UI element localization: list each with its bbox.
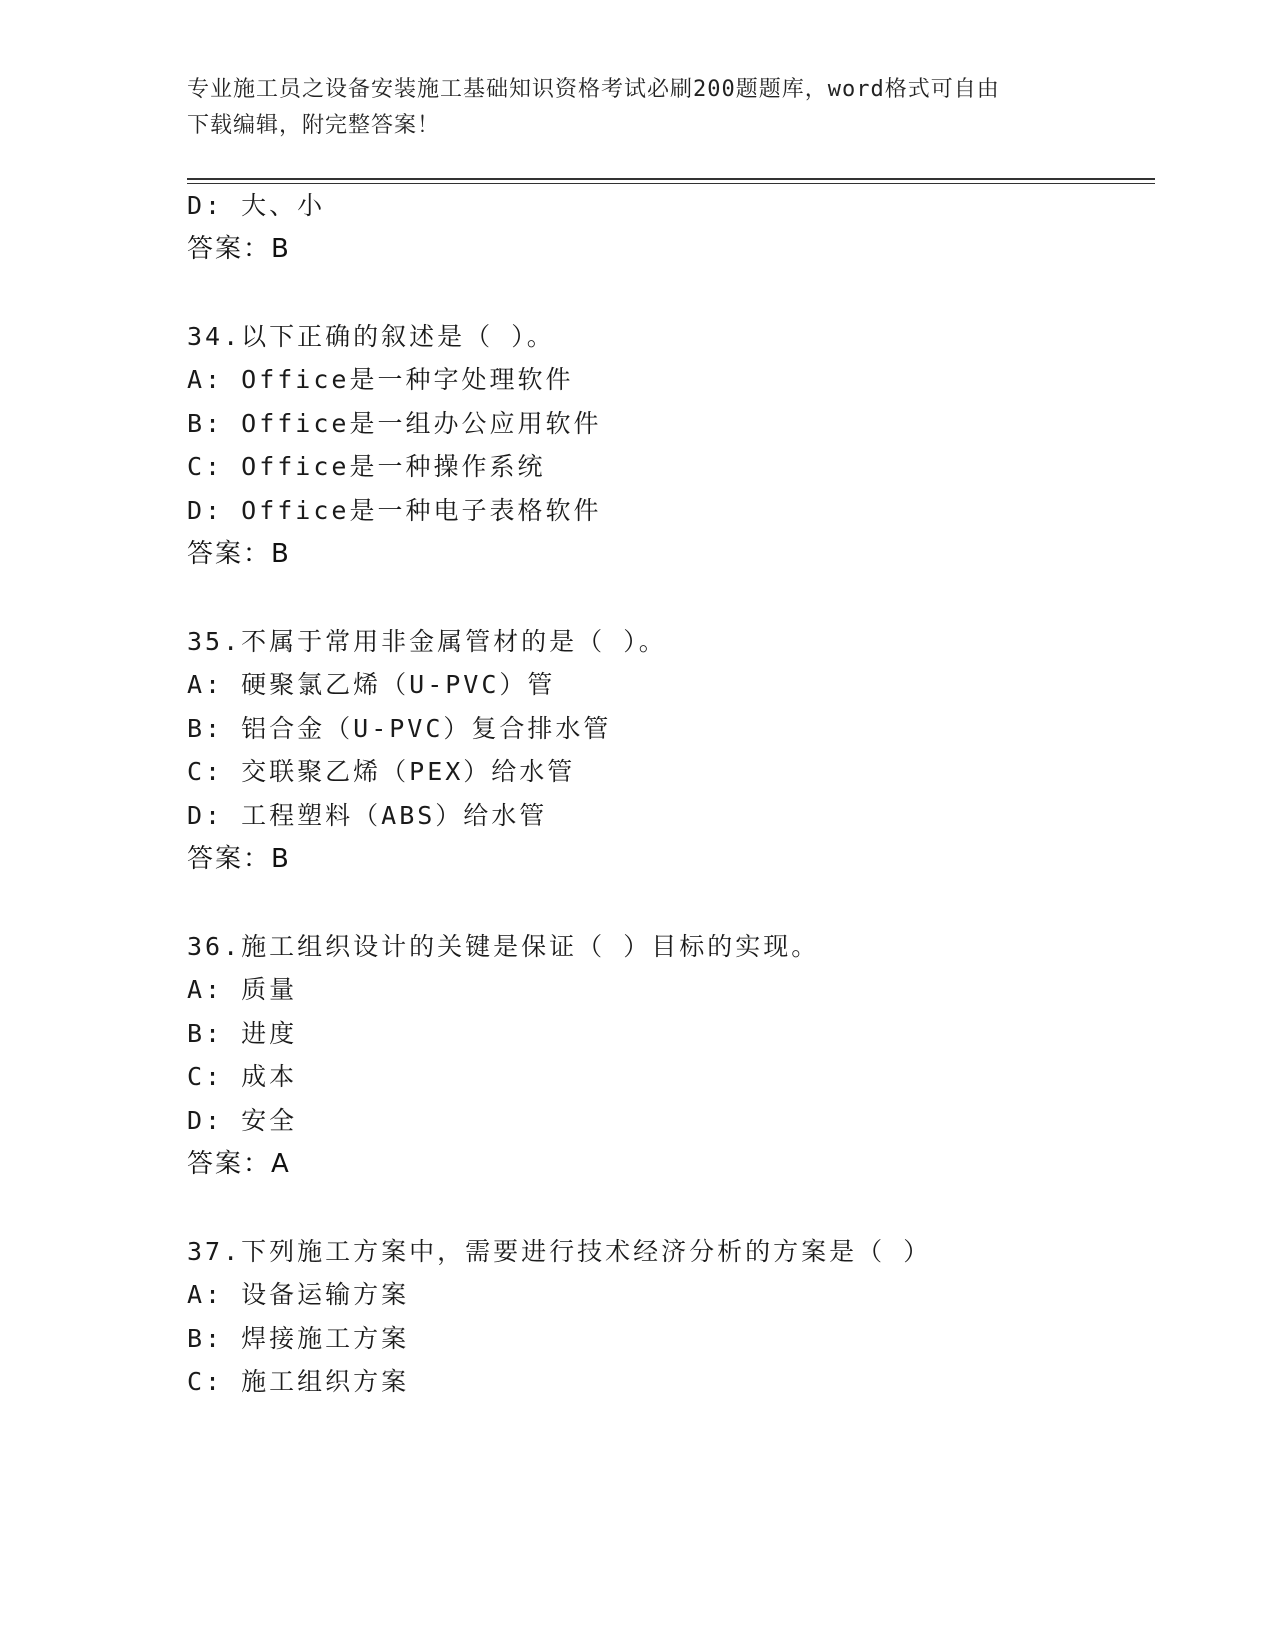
header-divider-thin [187, 183, 1155, 184]
question-36-stem: 36.施工组织设计的关键是保证（ ）目标的实现。 [187, 932, 820, 961]
header-line-1: 专业施工员之设备安装施工基础知识资格考试必刷200题题库，word格式可自由 [187, 77, 1000, 102]
question-34-option-d: D: Office是一种电子表格软件 [187, 496, 602, 525]
header-divider [187, 178, 1155, 180]
question-35-option-c: C: 交联聚乙烯（PEX）给水管 [187, 757, 576, 786]
question-35-answer: 答案：B [187, 844, 291, 874]
question-35-option-b: B: 铝合金（U-PVC）复合排水管 [187, 714, 612, 743]
question-34-option-a: A: Office是一种字处理软件 [187, 365, 574, 394]
question-36-option-c: C: 成本 [187, 1062, 298, 1091]
question-36-answer: 答案：A [187, 1149, 291, 1179]
question-37-option-b: B: 焊接施工方案 [187, 1324, 410, 1353]
question-36-option-a: A: 质量 [187, 975, 298, 1004]
question-34-stem: 34.以下正确的叙述是（ ）。 [187, 322, 555, 351]
question-36-option-b: B: 进度 [187, 1019, 298, 1048]
document-header [187, 72, 1087, 144]
question-35-option-a: A: 硬聚氯乙烯（U-PVC）管 [187, 670, 556, 699]
question-34-option-b: B: Office是一组办公应用软件 [187, 409, 602, 438]
prev-answer: 答案：B [187, 234, 291, 264]
question-35-stem: 35.不属于常用非金属管材的是（ ）。 [187, 627, 667, 656]
prev-option-d: D: 大、小 [187, 191, 326, 220]
question-36-option-d: D: 安全 [187, 1106, 298, 1135]
header-line-2: 下载编辑，附完整答案！ [187, 113, 441, 138]
question-34-answer: 答案：B [187, 539, 291, 569]
question-37-option-a: A: 设备运输方案 [187, 1280, 410, 1309]
question-35-option-d: D: 工程塑料（ABS）给水管 [187, 801, 548, 830]
question-34-option-c: C: Office是一种操作系统 [187, 452, 546, 481]
question-37-option-c: C: 施工组织方案 [187, 1367, 410, 1396]
question-37-stem: 37.下列施工方案中，需要进行技术经济分析的方案是（ ） [187, 1237, 932, 1266]
